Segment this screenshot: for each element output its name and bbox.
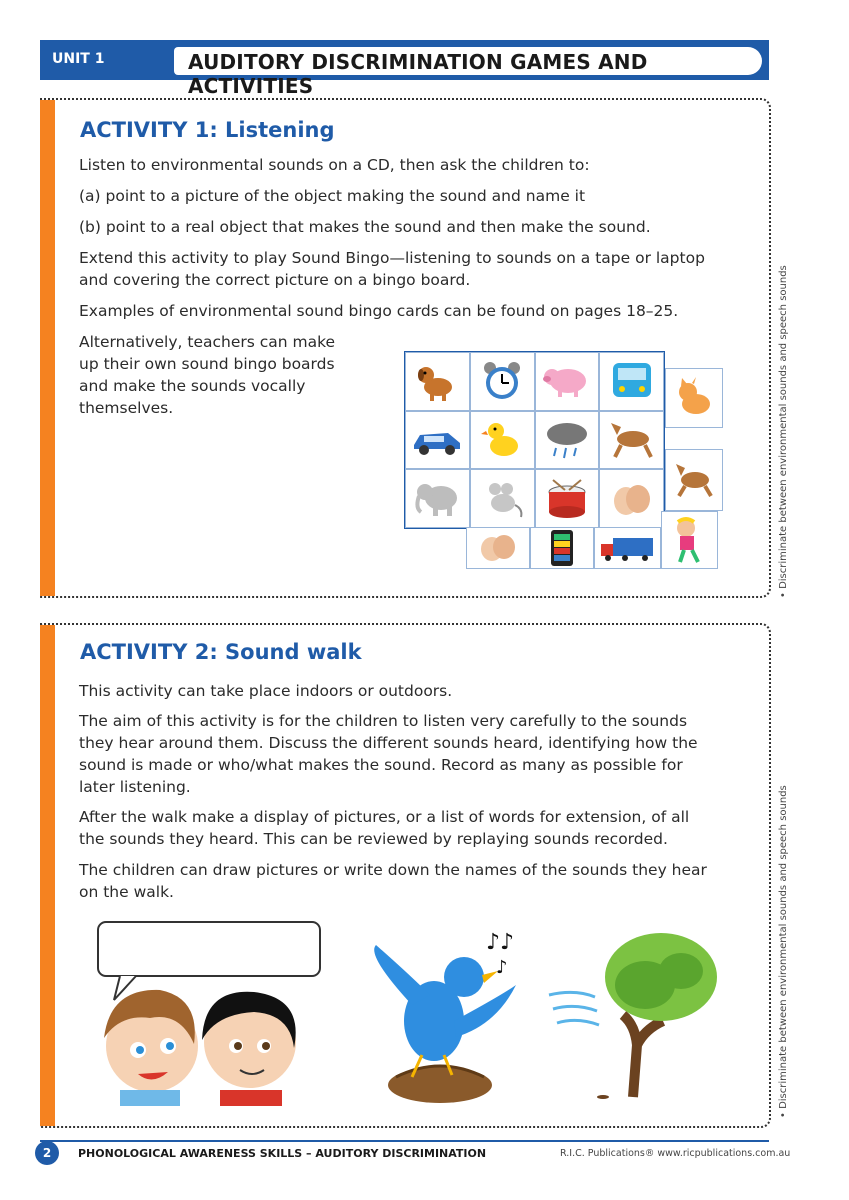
activity-1-intro: Listen to environmental sounds on a CD, then ask the children to:: [79, 156, 590, 174]
mouse-icon: [470, 469, 535, 528]
accent-bar: [40, 100, 55, 596]
clapping-hands-icon: [599, 469, 664, 528]
page-number: 2: [35, 1141, 59, 1165]
activity-1-box: [40, 98, 771, 598]
activity-2-box: [40, 623, 771, 1128]
activity-2-p1: This activity can take place indoors or outdoors.: [79, 682, 453, 700]
horse-icon: [665, 449, 723, 511]
crying-baby-icon: [661, 511, 718, 569]
footer-divider: [40, 1140, 769, 1142]
clapping-hands-icon: [466, 527, 530, 569]
accent-bar: [40, 625, 55, 1126]
horse-icon: [599, 411, 664, 470]
activity-2-p2-line2: they hear around them. Discuss the different sounds heard, identifying how the: [79, 734, 698, 752]
activity-1-alt-2: up their own sound bingo boards: [79, 355, 335, 373]
train-icon: [599, 352, 664, 411]
activity-2-p2-line3: sound is made or who/what makes the sound. Record as many as possible for: [79, 756, 683, 774]
activity-1-examples: Examples of environmental sound bingo cards can be found on pages 18–25.: [79, 302, 679, 320]
pig-icon: [535, 352, 600, 411]
activity-1-title: ACTIVITY 1: Listening: [80, 118, 335, 142]
activity-1-extend-1: Extend this activity to play Sound Bingo—listening to sounds on a tape or laptop: [79, 249, 705, 267]
phone-icon: [530, 527, 594, 569]
activity-2-p4-line1: The children can draw pictures or write down the names of the sounds they hear: [79, 861, 707, 879]
activity-2-p3-line2: the sounds they heard. This can be reviewed by replaying sounds recorded.: [79, 830, 668, 848]
svg-text:♪♪: ♪♪: [486, 930, 515, 955]
footer-publisher: R.I.C. Publications® www.ricpublications.com.au: [560, 1148, 791, 1159]
singing-bird-illustration: [356, 925, 528, 1105]
svg-text:♪: ♪: [496, 957, 508, 978]
drum-icon: [535, 469, 600, 528]
unit-header: [40, 40, 769, 98]
page-title: AUDITORY DISCRIMINATION GAMES AND ACTIVITIES: [188, 50, 648, 98]
activity-1-item-b: (b) point to a real object that makes the sound and then make the sound.: [79, 218, 651, 236]
activity-2-p3-line1: After the walk make a display of pictures, or a list of words for extension, of all: [79, 808, 690, 826]
unit-label: UNIT 1: [52, 51, 105, 67]
cat-icon: [665, 368, 723, 428]
activity-1-alt-4: themselves.: [79, 399, 174, 417]
activity-2-p2-line1: The aim of this activity is for the children to listen very carefully to the sounds: [79, 712, 688, 730]
duck-icon: [470, 411, 535, 470]
rain-cloud-icon: [535, 411, 600, 470]
activity-2-title: ACTIVITY 2: Sound walk: [80, 640, 362, 664]
footer-book-title: PHONOLOGICAL AWARENESS SKILLS – AUDITORY DISCRIMINATION: [78, 1147, 487, 1160]
windy-tree-illustration: [545, 925, 725, 1103]
activity-1-extend-2: and covering the correct picture on a bingo board.: [79, 271, 471, 289]
title-box: [174, 47, 762, 98]
dog-icon: [405, 352, 470, 411]
activity-1-alt-3: and make the sounds vocally: [79, 377, 306, 395]
activity-2-p2-line4: later listening.: [79, 778, 191, 796]
side-note-1: • Discriminate between environmental sounds and speech sounds: [778, 265, 789, 598]
truck-icon: [594, 527, 661, 569]
side-note-2: • Discriminate between environmental sounds and speech sounds: [778, 785, 789, 1118]
bingo-board: [404, 351, 665, 529]
activity-1-alt-1: Alternatively, teachers can make: [79, 333, 336, 351]
elephant-icon: [405, 469, 470, 528]
activity-1-item-a: (a) point to a picture of the object making the sound and name it: [79, 187, 586, 205]
activity-2-p4-line2: on the walk.: [79, 883, 174, 901]
car-icon: [405, 411, 470, 470]
children-speech-illustration: [90, 918, 330, 1106]
alarm-clock-icon: [470, 352, 535, 411]
